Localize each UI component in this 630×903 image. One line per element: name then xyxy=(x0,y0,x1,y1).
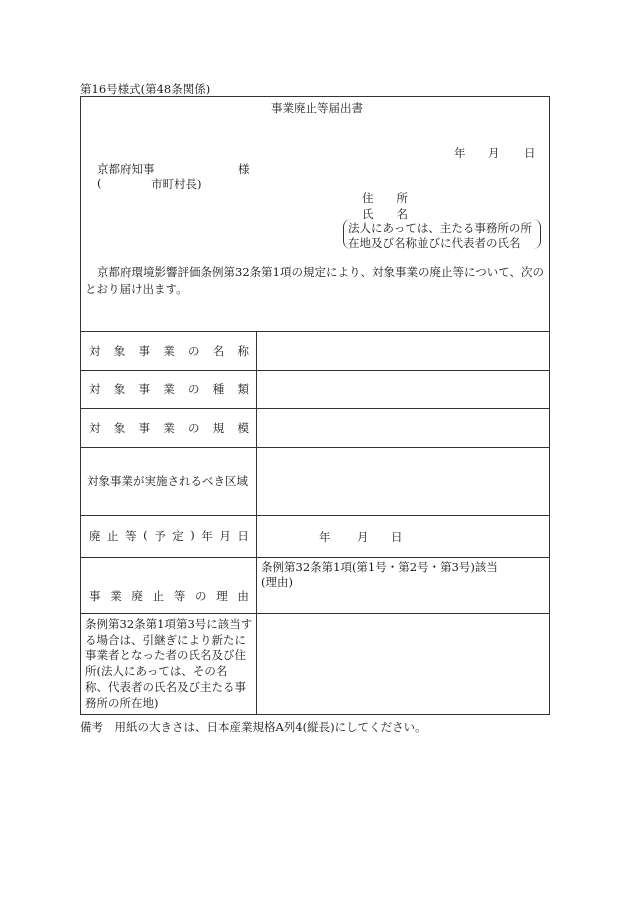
successor-info-label xyxy=(85,617,252,711)
project-type-label xyxy=(89,381,249,397)
date-day: 日 xyxy=(524,146,536,160)
successor-info-line: 称、代表者の氏名及び主たる事 xyxy=(85,679,246,694)
abolition-date-label-char: 止 xyxy=(107,529,119,543)
abolition-date-label-char: 等 xyxy=(125,529,137,543)
successor-info-line: 務所の所在地) xyxy=(85,695,159,710)
project-name-label-char: 対 xyxy=(89,343,101,358)
row-project-type-label xyxy=(81,370,256,408)
project-scale-label-char: 事 xyxy=(138,420,150,435)
abolition-date-month: 月 xyxy=(357,530,369,544)
project-name-label-char: 業 xyxy=(163,343,175,358)
project-type-label-char: の xyxy=(188,382,200,396)
applicant-address-label: 住 所 xyxy=(362,191,408,205)
reason-article-text: 条例第32条第1項(第1号・第2号・第3号)該当 xyxy=(261,560,498,574)
successor-info-line: 条例第32条第1項第3号に該当す xyxy=(85,617,253,631)
project-type-label-char: 事 xyxy=(138,382,150,396)
project-scale-label-char: の xyxy=(188,420,200,435)
corporate-note-line1: 法人にあっては、主たる事務所の所 xyxy=(348,221,532,235)
project-scale-label-char: 対 xyxy=(89,420,101,435)
abolition-reason-label-char: 理 xyxy=(216,589,228,603)
abolition-reason-label-char: 廃 xyxy=(131,589,143,603)
addressee-paren-open: ( xyxy=(97,176,102,190)
abolition-date-label-char: 予 xyxy=(154,529,166,543)
abolition-date-label-char: 年 xyxy=(201,529,213,543)
successor-info-line: る場合は、引継ぎにより新たに xyxy=(85,632,246,647)
abolition-reason-label-char: 止 xyxy=(152,589,165,603)
project-name-label-char: の xyxy=(188,343,200,358)
row-project-name-label xyxy=(81,331,256,370)
row-abolition-date-label xyxy=(81,515,256,557)
project-type-label-char: 業 xyxy=(163,382,175,396)
project-scale-label-char: 象 xyxy=(113,420,126,435)
project-scale-label-char: 業 xyxy=(163,420,175,435)
abolition-reason-label-char: 事 xyxy=(89,589,101,603)
project-name-label xyxy=(89,343,249,359)
abolition-reason-label-char: 業 xyxy=(110,589,122,603)
abolition-date-label-char: 日 xyxy=(237,529,249,543)
project-name-label-char: 象 xyxy=(113,343,126,358)
date-year: 年 xyxy=(454,146,466,160)
form-title: 事業廃止等届出書 xyxy=(271,101,363,115)
abolition-reason-label xyxy=(89,588,249,604)
reason-label-text: (理由) xyxy=(261,575,293,589)
row-abolition-reason-label xyxy=(81,557,256,613)
abolition-date-day: 日 xyxy=(391,530,403,544)
successor-info-line: 所(法人にあっては、その名 xyxy=(85,664,228,679)
body-text-line1: 京都府環境影響評価条例第32条第1項の規定により、対象事業の廃止等について、次の xyxy=(97,265,544,279)
project-scale-label-char: 模 xyxy=(237,420,249,435)
addressee-mayor: 市町村長) xyxy=(151,177,202,191)
project-name-label-char: 名 xyxy=(212,343,225,358)
abolition-reason-label-char: 等 xyxy=(173,589,186,603)
abolition-date-year: 年 xyxy=(319,530,331,544)
abolition-date-label xyxy=(89,528,249,544)
project-scale-label xyxy=(89,420,249,436)
row-project-area-label xyxy=(81,447,256,515)
addressee-governor: 京都府知事 xyxy=(97,162,155,176)
form-frame xyxy=(80,96,550,715)
body-text-line2: とおり届け出ます。 xyxy=(85,282,188,296)
successor-info-line: 事業者となった者の氏名及び住 xyxy=(85,648,246,663)
project-type-label-char: 類 xyxy=(237,382,249,396)
addressee-honorific: 様 xyxy=(238,162,250,176)
row-project-scale-label xyxy=(81,408,256,447)
abolition-date-label-char: 定 xyxy=(172,529,184,543)
abolition-date-label-char: 廃 xyxy=(89,529,101,543)
project-name-label-char: 事 xyxy=(138,343,150,358)
abolition-reason-label-char: 由 xyxy=(237,589,249,603)
remarks-note: 備考 用紙の大きさは、日本産業規格A列4(縦長)にしてください。 xyxy=(80,720,427,734)
row-divider xyxy=(81,613,549,614)
project-type-label-char: 種 xyxy=(212,382,225,396)
project-type-label-char: 対 xyxy=(89,382,101,396)
abolition-date-label-char: ) xyxy=(190,528,195,542)
applicant-name-label: 氏 名 xyxy=(362,207,408,221)
form-number: 第16号様式(第48条関係) xyxy=(80,82,211,96)
project-name-label-char: 称 xyxy=(237,343,249,358)
project-type-label-char: 象 xyxy=(113,382,126,396)
project-area-label: 対象事業が実施されるべき区域 xyxy=(87,474,248,488)
abolition-reason-label-char: の xyxy=(195,589,207,603)
column-divider xyxy=(256,331,257,714)
abolition-date-label-char: ( xyxy=(143,528,148,542)
project-scale-label-char: 規 xyxy=(212,420,225,435)
date-month: 月 xyxy=(488,146,500,160)
abolition-date-label-char: 月 xyxy=(219,529,231,543)
corporate-note-line2: 在地及び名称並びに代表者の氏名 xyxy=(348,236,521,250)
